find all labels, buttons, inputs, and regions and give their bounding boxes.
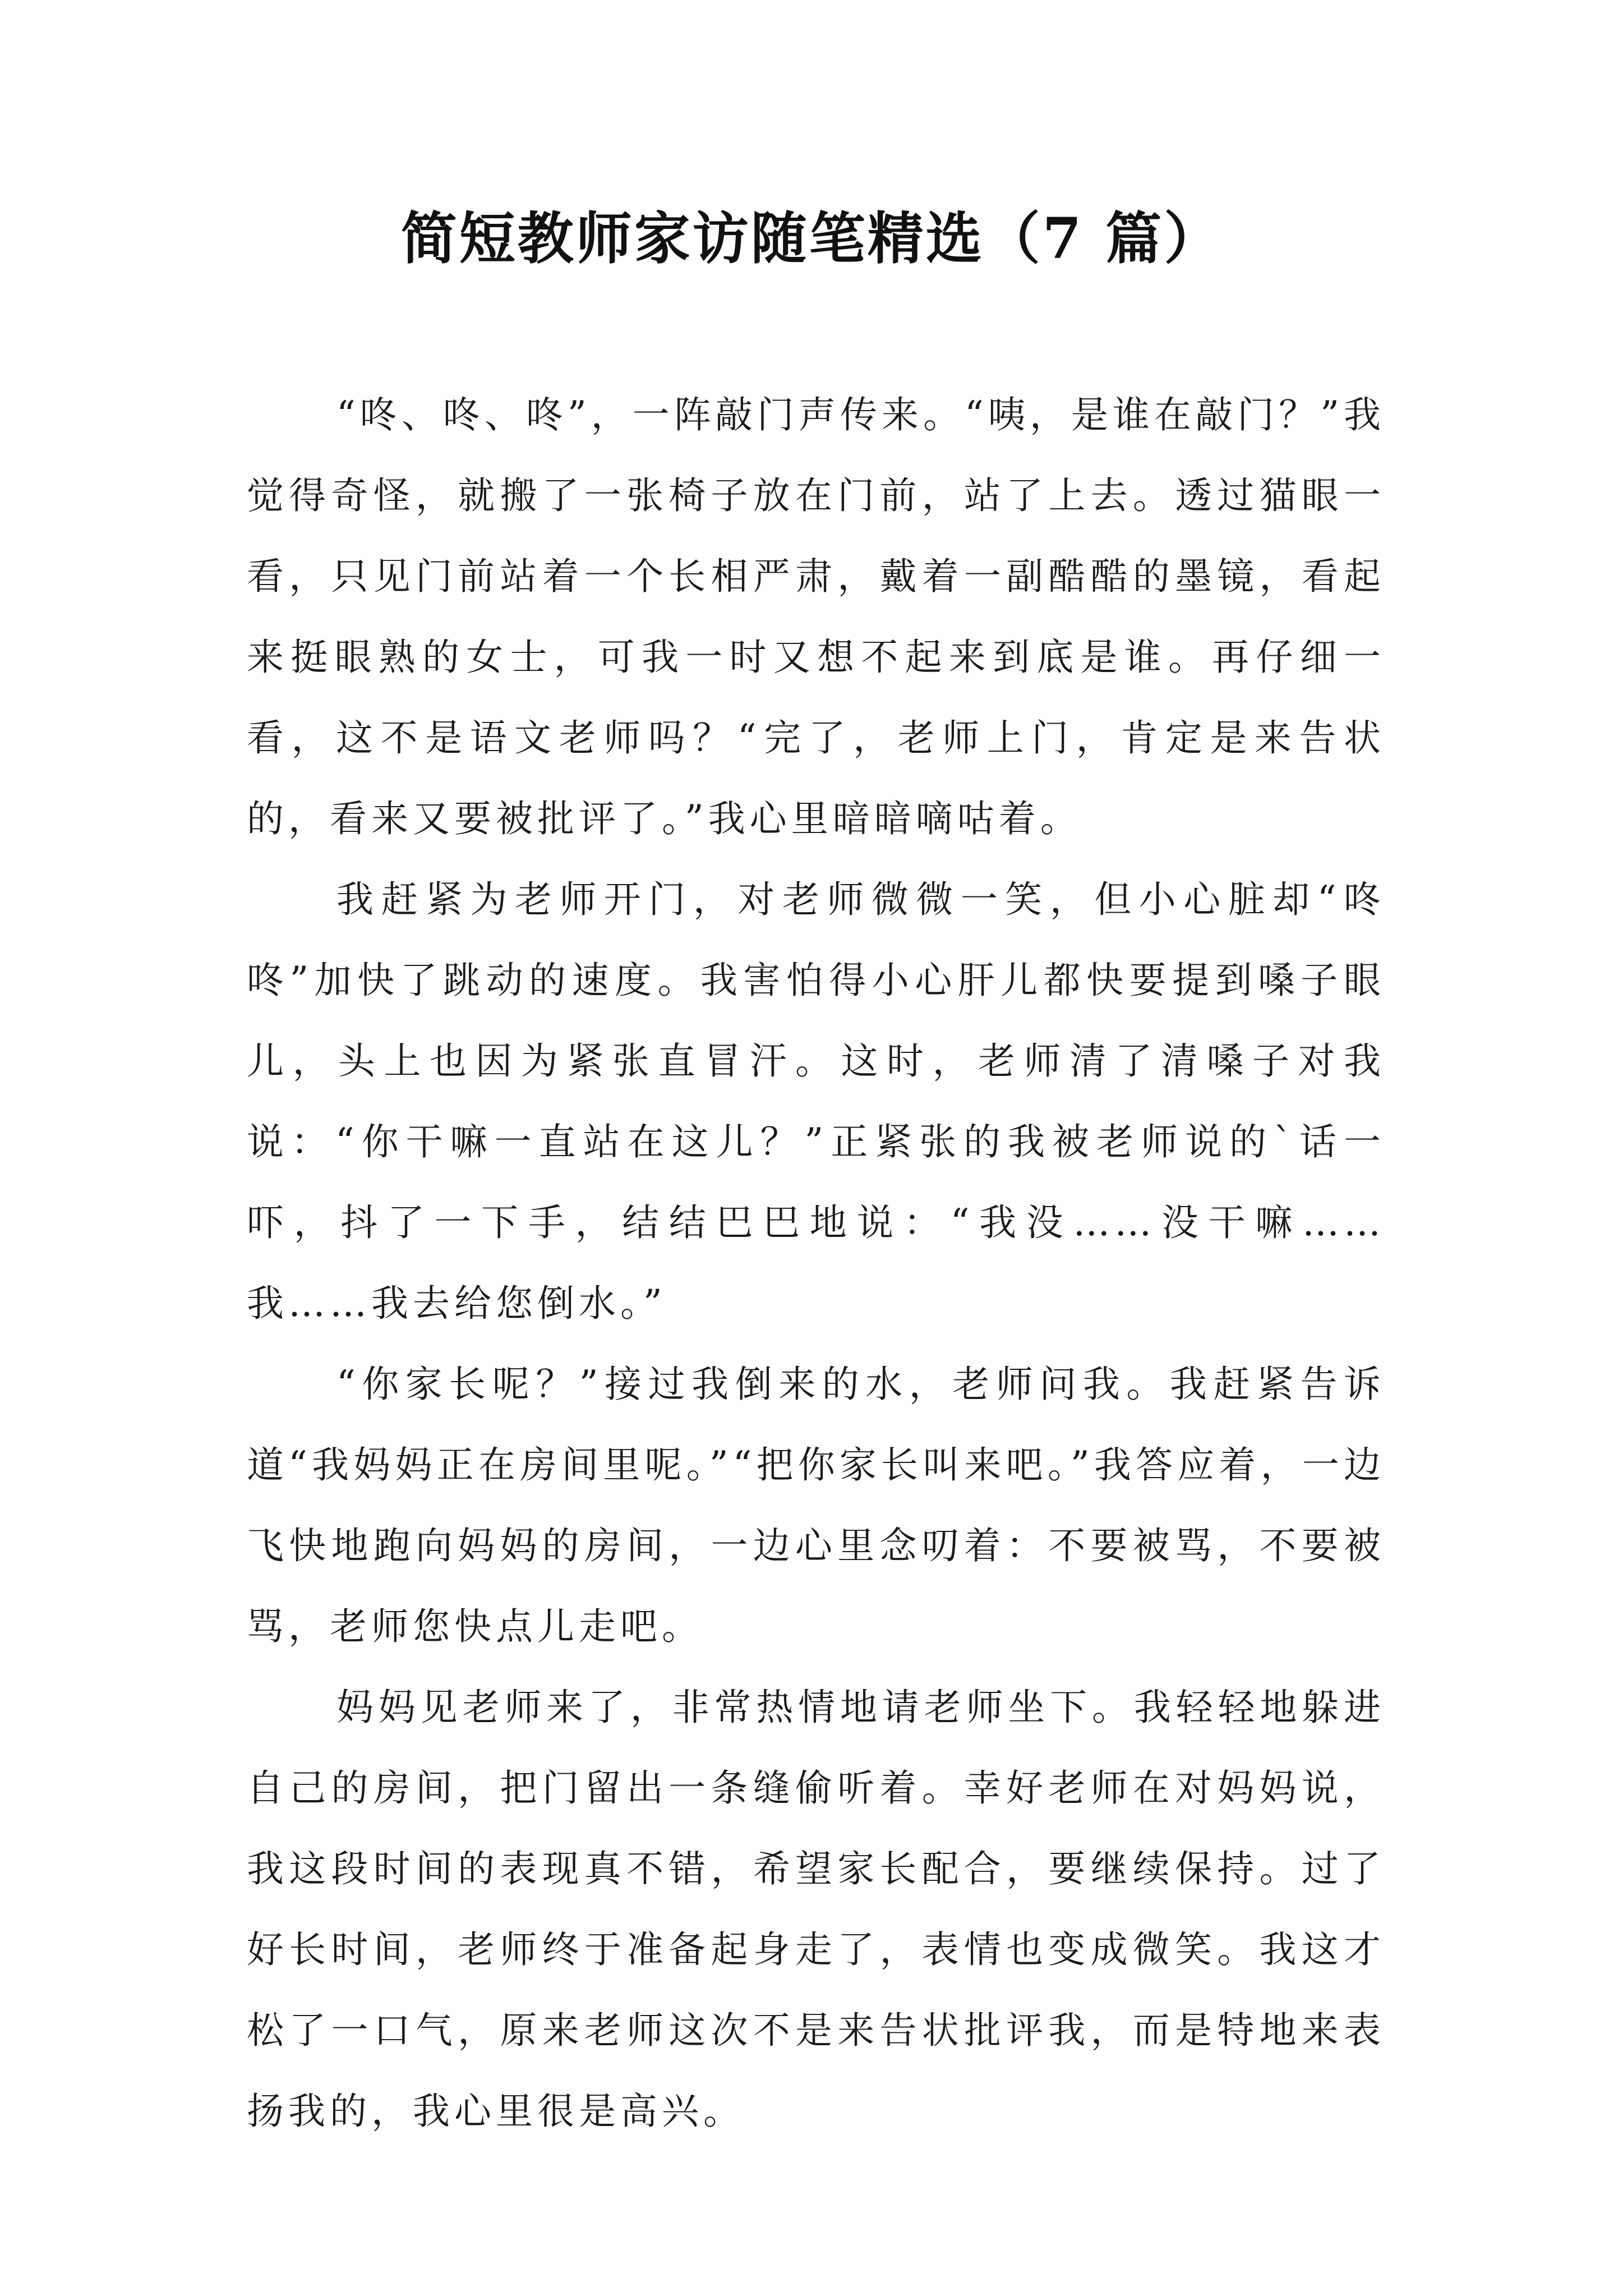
paragraph-4: 妈妈见老师来了，非常热情地请老师坐下。我轻轻地躲进自己的房间，把门留出一条缝偷听着。幸好老师在对妈妈说，我这段时间的表现真不错，希望家长配合，要继续保持。过了好长时间，老师终于准备起身走了，表情也变成微笑。我这才松了一口气，原来老师这次不是来告状批评我，而是特地来表扬我的，我心里很是高兴。 [247, 1686, 1385, 2133]
article-body [247, 375, 1385, 2152]
paragraph-2: 我赶紧为老师开门，对老师微微一笑，但小心脏却“咚咚”加快了跳动的速度。我害怕得小心肝儿都快要提到嗓子眼儿，头上也因为紧张直冒汗。这时，老师清了清嗓子对我说：“你干嘛一直站在这儿？”正紧张的我被老师说的`话一吓，抖了一下手，结结巴巴地说：“我没……没干嘛……我……我去给您倒水。” [247, 878, 1385, 1325]
paragraph-3: “你家长呢？”接过我倒来的水，老师问我。我赶紧告诉道“我妈妈正在房间里呢。”“把你家长叫来吧。”我答应着，一边飞快地跑向妈妈的房间，一边心里念叨着：不要被骂，不要被骂，老师您快点儿走吧。 [247, 1363, 1385, 1648]
paragraph-1: “咚、咚、咚”，一阵敲门声传来。“咦，是谁在敲门？”我觉得奇怪，就搬了一张椅子放在门前，站了上去。透过猫眼一看，只见门前站着一个长相严肃，戴着一副酷酷的墨镜，看起来挺眼熟的女士，可我一时又想不起来到底是谁。再仔细一看，这不是语文老师吗？“完了，老师上门，肯定是来告状的，看来又要被批评了。”我心里暗暗嘀咕着。 [247, 393, 1385, 840]
document-title: 简短教师家访随笔精选（7 篇） [400, 205, 1223, 272]
